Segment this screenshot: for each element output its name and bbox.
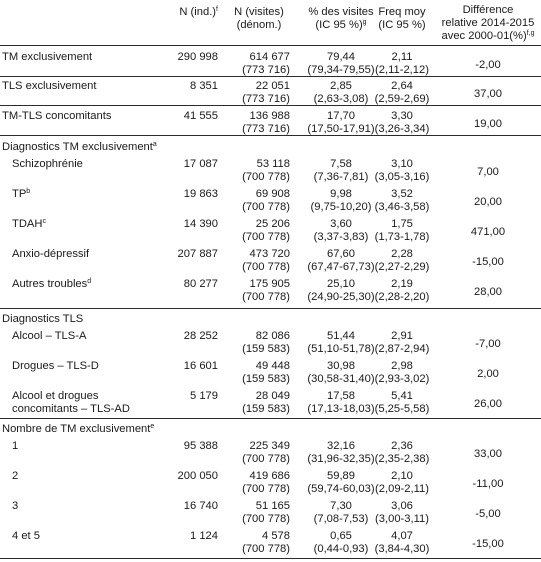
header-diff [437,4,539,43]
pct-ci-value: (7,08-7,53) [313,513,369,525]
freq-value: 1,75 [391,218,413,230]
section-title: Nombre de TM exclusivement$^e$ [2,423,155,435]
freq-value: 4,07 [391,530,413,542]
diff-value: 37,00 [474,88,502,100]
freq-ci-value: (2,27-2,29) [374,261,430,273]
denom-value: (700 778) [242,513,290,525]
row-label: Alcool – TLS-A [12,330,87,342]
header-pct-line1: % des visites [308,6,374,18]
visites-value: 49 448 [255,360,290,372]
pct-ci-value: (7,36-7,81) [313,171,369,183]
pct-value: 9,98 [330,188,352,200]
header-n-visites [228,6,290,32]
visites-value: 225 349 [249,440,290,452]
diff-value: -7,00 [475,338,501,350]
freq-ci-value: (3,05-3,16) [374,171,430,183]
header-n-ind-label: N (ind.) [179,6,217,18]
row-label-line2: concomitants – TLS-AD [12,403,130,415]
visites-value: 419 686 [249,470,290,482]
n-ind-value: 80 277 [183,278,218,290]
pct-ci-value: (67,47-67,73) [307,261,375,273]
freq-value: 2,11 [391,51,413,63]
freq-ci-value: (3,84-4,30) [374,543,430,555]
footnote-marker: f [216,6,218,13]
pct-ci-value: (59,74-60,03) [307,483,375,495]
freq-value: 2,91 [391,330,413,342]
row-label: TLS exclusivement [2,80,97,92]
pct-value: 59,89 [327,470,355,482]
n-ind-value: 41 555 [183,110,218,122]
freq-value: 2,28 [391,248,413,260]
row-label: 1 [12,440,19,452]
denom-value: (773 716) [242,64,290,76]
visites-value: 51 165 [255,500,290,512]
visites-value: 53 118 [256,158,290,170]
pct-ci-value: (17,13-18,03) [307,403,375,415]
row-label: TM-TLS concomitants [2,110,112,122]
row-label: 2 [12,470,19,482]
visites-value: 136 988 [249,110,290,122]
visites-value: 473 720 [249,248,290,260]
freq-value: 3,52 [391,188,413,200]
freq-value: 3,10 [391,158,413,170]
n-ind-value: 16 740 [183,500,218,512]
diff-value: 19,00 [474,118,502,130]
pct-ci-value: (24,90-25,30) [307,291,375,303]
freq-value: 2,19 [391,278,413,290]
freq-value: 2,36 [391,440,413,452]
freq-ci-value: (2,87-2,94) [374,343,430,355]
footnote-marker: d [87,278,92,285]
row-rule [0,105,541,106]
n-ind-value: 14 390 [183,218,218,230]
visites-value: 25 206 [255,218,290,230]
pct-value: 51,44 [327,330,355,342]
bottom-rule [0,558,541,559]
diff-value: 20,00 [474,196,502,208]
denom-value: (700 778) [242,543,290,555]
section-rule [0,418,541,419]
freq-value: 2,10 [391,470,413,482]
pct-value: 3,60 [330,218,352,230]
header-freq-line2: (IC 95 %) [378,19,426,31]
pct-ci-value: (0,44-0,93) [313,543,369,555]
freq-ci-value: (5,25-5,58) [374,403,430,415]
diff-value: 28,00 [474,286,502,298]
freq-ci-value: (1,73-1,78) [374,231,430,243]
visites-value: 28 049 [255,390,290,402]
pct-value: 79,44 [327,51,355,63]
header-pct [300,6,382,32]
row-label: Autres troubles$^d$ [12,278,92,290]
denom-value: (700 778) [242,453,290,465]
n-ind-value: 1 124 [190,530,218,542]
section-rule [0,308,541,309]
pct-ci-value: (30,58-31,40) [307,373,375,385]
pct-value: 2,85 [330,80,352,92]
pct-value: 30,98 [327,360,355,372]
freq-ci-value: (3,26-3,34) [374,123,430,135]
freq-ci-value: (2,09-2,11) [375,483,429,495]
freq-value: 3,06 [391,500,413,512]
freq-ci-value: (2,59-2,69) [374,93,430,105]
footnote-marker: b [26,188,31,195]
diff-value: 471,00 [470,226,506,238]
pct-value: 17,58 [327,390,355,402]
visites-value: 69 908 [255,188,290,200]
footnote-marker: a [152,141,157,148]
pct-ci-value: (17,50-17,91) [307,123,375,135]
row-rule [0,135,541,136]
pct-value: 7,58 [330,158,352,170]
n-ind-value: 16 601 [183,360,218,372]
pct-value: 0,65 [330,530,352,542]
pct-value: 32,16 [327,440,355,452]
denom-value: (159 583) [242,343,290,355]
pct-ci-value: (9,75-10,20) [310,201,372,213]
freq-ci-value: (3,00-3,11) [375,513,429,525]
header-pct-line2: (IC 95 %) [315,19,363,31]
freq-ci-value: (3,46-3,58) [374,201,430,213]
denom-value: (773 716) [242,93,290,105]
n-ind-value: 5 179 [190,390,218,402]
visites-value: 4 578 [262,530,290,542]
header-n-visites-line1: N (visites) [234,6,284,18]
diff-value: -2,00 [475,59,501,71]
freq-value: 2,98 [391,360,413,372]
n-ind-value: 290 998 [177,51,218,63]
denom-value: (700 778) [242,201,290,213]
header-freq [372,6,432,32]
row-label: 3 [12,500,19,512]
n-ind-value: 200 050 [177,470,218,482]
denom-value: (700 778) [242,231,290,243]
row-label: Schizophrénie [12,158,83,170]
diff-value: -15,00 [472,256,504,268]
freq-value: 3,30 [391,110,413,122]
pct-value: 17,70 [327,110,355,122]
header-freq-line1: Freq moy [378,6,426,18]
diff-value: 33,00 [474,448,502,460]
section-title: Diagnostics TM exclusivement$^a$ [2,141,157,153]
header-n-visites-line2: (dénom.) [236,19,282,31]
visites-value: 82 086 [255,330,290,342]
n-ind-value: 28 252 [183,330,218,342]
section-title: Diagnostics TLS [2,313,84,325]
freq-ci-value: (2,35-2,38) [374,453,430,465]
pct-ci-value: (2,63-3,08) [313,93,369,105]
visites-value: 175 905 [249,278,290,290]
denom-value: (700 778) [242,261,290,273]
denom-value: (700 778) [242,291,290,303]
row-label: TM exclusivement [2,51,93,63]
n-ind-value: 17 087 [183,158,218,170]
row-label: 4 et 5 [12,530,40,542]
freq-value: 5,41 [391,390,413,402]
footnote-marker: g [362,19,367,26]
row-label: $TP^b$ [12,188,31,200]
footnote-marker: f,g [526,30,535,37]
row-rule [0,76,541,77]
diff-value: -15,00 [472,538,504,550]
pct-value: 25,10 [327,278,355,290]
diff-value: 2,00 [477,368,499,380]
denom-value: (773 716) [242,123,290,135]
row-label: Alcool et drogues [12,390,99,402]
row-label: TDAH$^c$ [12,218,46,230]
diff-value: 7,00 [477,166,499,178]
footnote-marker: c [42,218,46,225]
n-ind-value: 207 887 [177,248,218,260]
freq-value: 2,64 [391,80,413,92]
header-diff-line2: relative 2014-2015 [441,17,535,29]
visites-value: 22 051 [255,80,290,92]
footnote-marker: e [150,423,155,430]
denom-value: (159 583) [242,403,290,415]
n-ind-value: 95 388 [183,440,218,452]
diff-value: -5,00 [475,508,501,520]
diff-value: 26,00 [474,398,502,410]
freq-ci-value: (2,28-2,20) [374,291,430,303]
pct-value: 67,60 [327,248,355,260]
header-rule [0,45,541,46]
n-ind-value: 8 351 [190,80,218,92]
freq-ci-value: (2,93-3,02) [374,373,430,385]
denom-value: (700 778) [242,171,290,183]
denom-value: (159 583) [242,373,290,385]
row-label: Drogues – TLS-D [12,360,99,372]
pct-ci-value: (31,96-32,35) [307,453,375,465]
diff-value: -11,00 [472,478,504,490]
n-ind-value: 19 863 [183,188,218,200]
visites-value: 614 677 [249,51,290,63]
header-diff-line3: avec 2000-01(%) [441,30,527,42]
pct-ci-value: (3,37-3,83) [313,231,369,243]
row-label: Anxio-dépressif [12,248,90,260]
freq-ci-value: (2,11-2,12) [375,64,429,76]
denom-value: (700 778) [242,483,290,495]
pct-ci-value: (51,10-51,78) [307,343,375,355]
pct-value: 7,30 [330,500,352,512]
header-n-ind [140,6,218,19]
pct-ci-value: (79,34-79,55) [307,64,375,76]
header-diff-line1: Différence [462,4,514,16]
